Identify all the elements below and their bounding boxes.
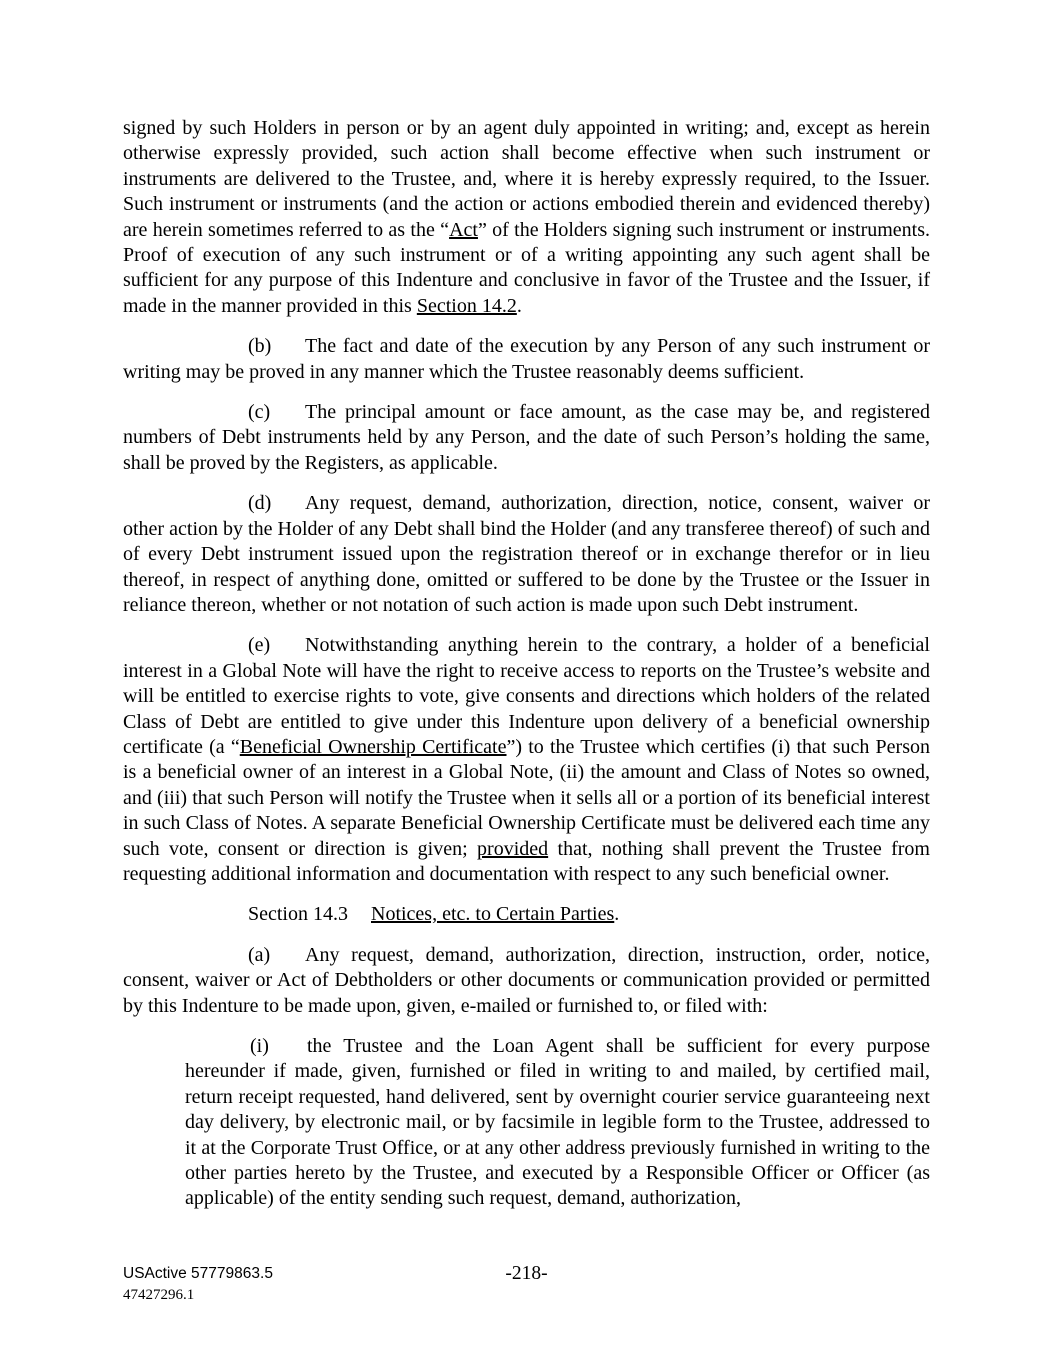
page-number: -218- — [505, 1263, 548, 1284]
paragraph-label-a: (a) — [248, 943, 271, 966]
body-text: Notwithstanding anything herein to the contrary, a holder of a beneficial interest in a Global Note will have the right to receive access to reports on the Trustee’s website and will be entitled to exercise rights to vote, give consents and directions which holders of the related Class of Debt are entitled to give under this Indenture upon delivery of a beneficial ownership certificate (a “ — [123, 634, 930, 758]
paragraph-a — [123, 943, 930, 1019]
body-text: the Trustee and the Loan Agent shall be sufficient for every purpose hereunder if made, given, furnished or filed in writing to and mailed, by certified mail, return receipt requested, hand delivered, sent by overnight courier service guaranteeing next day delivery, by electronic mail, or by facsimile in legible form to the Trustee, addressed to it at the Corporate Trust Office, or at any other address previously furnished in writing to the other parties hereto by the Trustee, and executed by a Responsible Officer or Officer (as applicable) of the entity sending such request, demand, authorization, — [185, 1035, 930, 1210]
body-text: . — [516, 294, 522, 317]
footer-doc-id-1: USActive 57779863.5 — [123, 1265, 273, 1282]
body-text: The fact and date of the execution by any Person of any such instrument or writing may be proved in any manner which the Trustee reasonably deems sufficient. — [123, 335, 930, 383]
paragraph-label-e: (e) — [248, 634, 271, 657]
body-text: ” of the Holders signing such instrument or instruments. Proof of execution of any such instrument or of a writing appointing any such agent shall be sufficient for any purpose of this Indenture and conclusive in favor of the Trustee and the Issuer, if made in the manner provided in this — [123, 218, 930, 317]
defined-term-provided: provided — [477, 837, 549, 860]
footer-doc-id-2: 47427296.1 — [123, 1287, 195, 1303]
section-heading-14-3 — [123, 902, 930, 927]
body-text: signed by such Holders in person or by an agent duly appointed in writing; and, except as herein otherwise expressly provided, such action shall become effective when such instrument or instruments are delivered to the Trustee, and, where it is hereby expressly required, to the Issuer. Such instrument or instruments (and the action or actions embodied therein and evidenced thereby) are herein sometimes referred to as the “ — [123, 117, 930, 241]
section-title: Notices, etc. to Certain Parties — [371, 903, 615, 926]
paragraph-label-c: (c) — [248, 401, 271, 424]
body-text: that, nothing shall prevent the Trustee from requesting additional information and documentation with respect to any such beneficial owner. — [123, 837, 930, 885]
paragraph-d — [123, 491, 930, 618]
body-text: Any request, demand, authorization, direction, notice, consent, waiver or other action by the Holder of any Debt shall bind the Holder (and any transferee thereof) of such and of every Debt instrument issued upon the registration thereof or in exchange therefor or in lieu thereof, in respect of anything done, omitted or suffered to be done by the Trustee or the Issuer in reliance thereon, whether or not notation of such action is made upon such Debt instrument. — [123, 492, 930, 616]
paragraph-c — [123, 400, 930, 476]
section-title-period: . — [614, 903, 620, 926]
defined-term-act: Act — [449, 218, 478, 241]
paragraph-e — [123, 633, 930, 887]
body-text: Any request, demand, authorization, direction, instruction, order, notice, consent, waiver or Act of Debtholders or other documents or communication provided or permitted by this Indenture to be made upon, given, e-mailed or furnished to, or filed with: — [123, 943, 930, 1017]
paragraph-label-b: (b) — [248, 335, 272, 358]
body-text: The principal amount or face amount, as the case may be, and registered numbers of Debt instruments held by any Person, and the date of such Person’s holding the same, shall be proved by the Registers, as applicable. — [123, 401, 930, 474]
paragraph-b — [123, 334, 930, 385]
page-body — [123, 116, 930, 1227]
body-text: ”) to the Trustee which certifies (i) that such Person is a beneficial owner of an interest in a Global Note, (ii) the amount and Class of Notes so owned, and (iii) that such Person will notify the Trustee when it sells all or a portion of its beneficial interest in such Class of Notes. A separate Beneficial Ownership Certificate must be delivered each time any such vote, consent or direction is given; — [123, 735, 930, 860]
section-number: Section 14.3 — [248, 903, 348, 926]
defined-term-beneficial-ownership-certificate: Beneficial Ownership Certificate — [239, 735, 507, 758]
paragraph-label-d: (d) — [248, 492, 272, 515]
paragraph-label-i: (i) — [250, 1035, 269, 1057]
section-14-2-reference: Section 14.2 — [416, 294, 517, 317]
paragraph-continuation — [123, 116, 930, 319]
subparagraph-i — [185, 1034, 930, 1212]
